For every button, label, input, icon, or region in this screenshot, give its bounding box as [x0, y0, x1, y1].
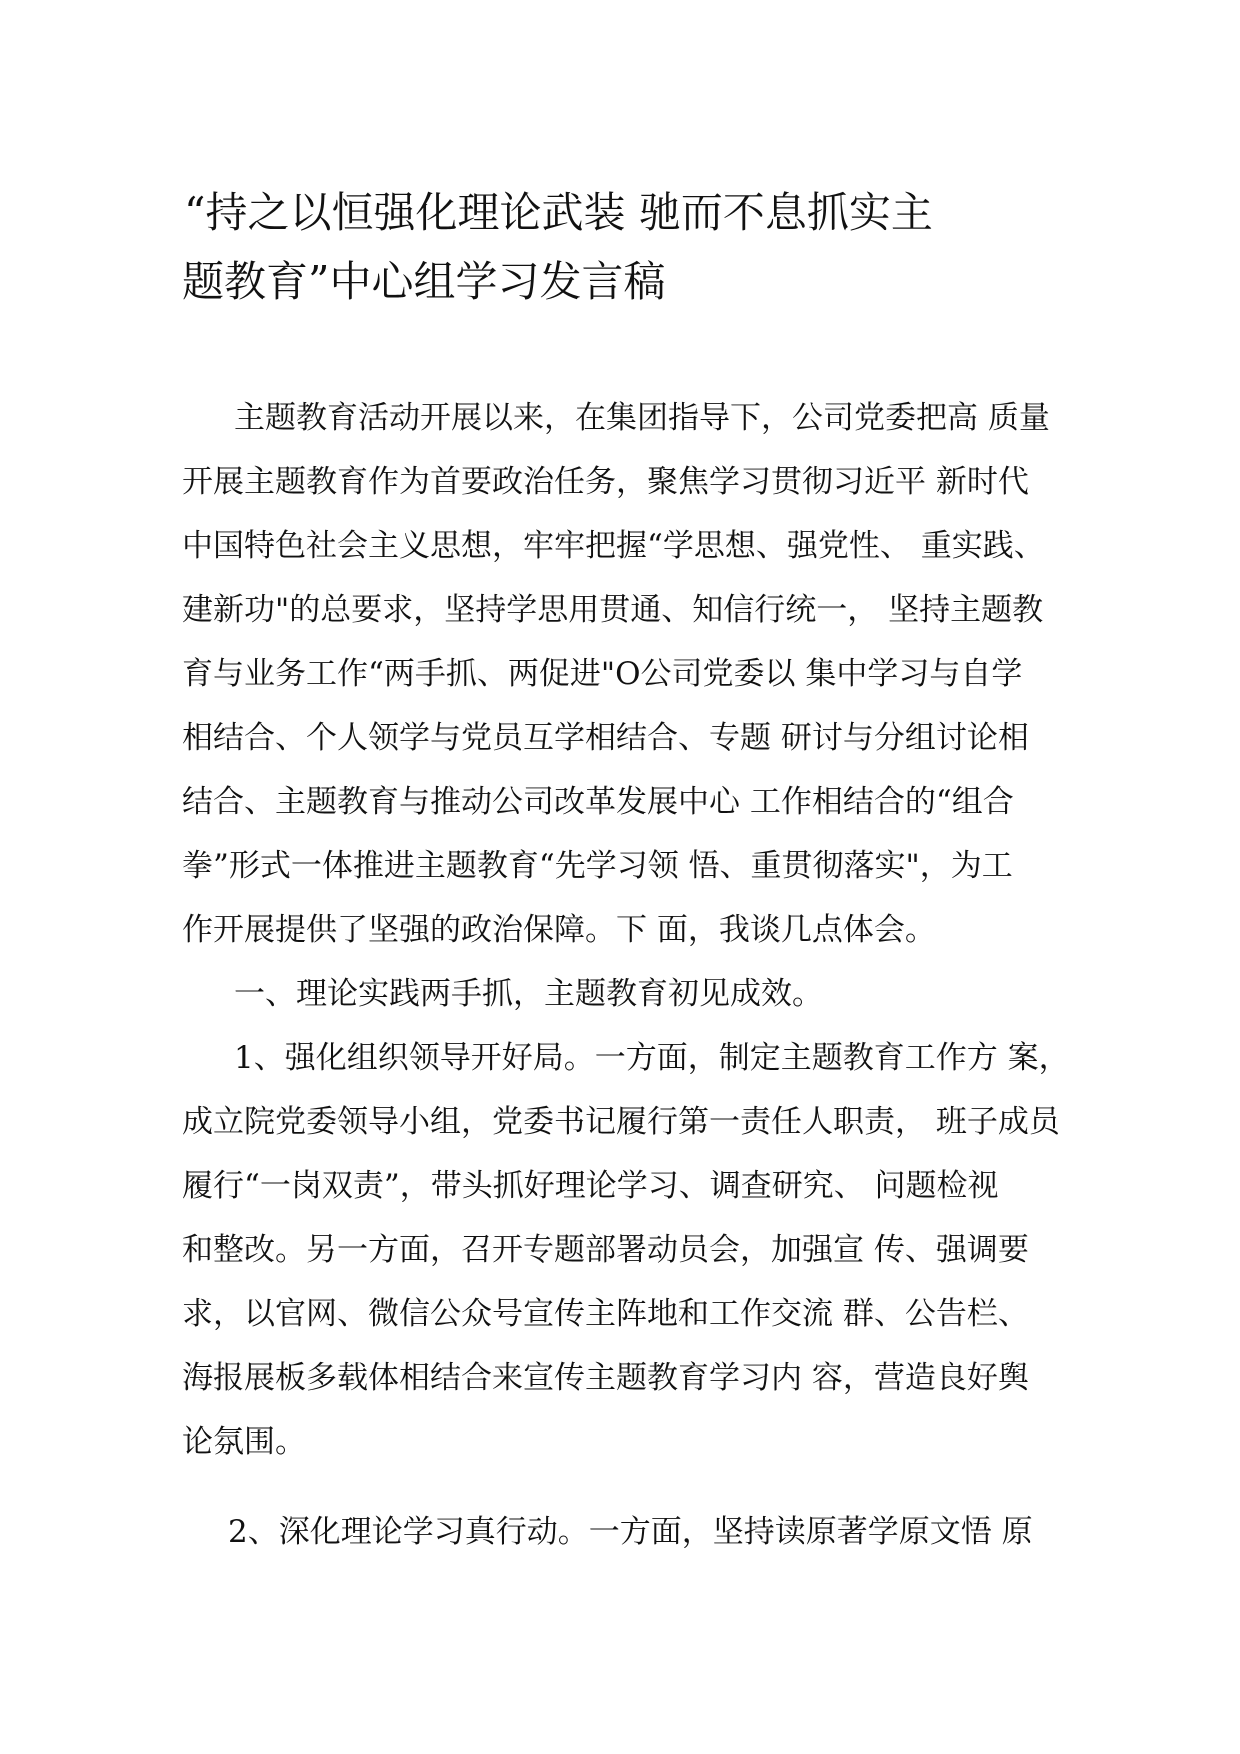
title-line-2: 题教育”中心组学习发言稿: [182, 257, 666, 306]
section-heading: 一、理论实践两手抓，主题教育初见成效。: [234, 976, 823, 1012]
body-line: 求，以官网、微信公众号宣传主阵地和工作交流 群、公告栏、: [182, 1296, 1029, 1332]
document-body: [182, 386, 1082, 1474]
body-line: 拳”形式一体推进主题教育“先学习领 悟、重贯彻落实"，为工: [182, 848, 1013, 884]
body-line: 成立院党委领导小组，党委书记履行第一责任人职责， 班子成员: [182, 1104, 1060, 1140]
document-body-continued: [182, 1500, 1082, 1564]
title-line-1: “持之以恒强化理论武装 驰而不息抓实主: [184, 188, 933, 237]
body-line: 履行“一岗双责”，带头抓好理论学习、调查研究、 问题检视: [182, 1168, 999, 1204]
body-line: 论氛围。: [182, 1424, 306, 1460]
body-line: 海报展板多载体相结合来宣传主题教育学习内 容，营造良好舆: [182, 1360, 1029, 1396]
body-line: 相结合、个人领学与党员互学相结合、专题 研讨与分组讨论相: [182, 720, 1029, 756]
body-line: 育与业务工作“两手抓、两促进"O公司党委以 集中学习与自学: [182, 656, 1023, 692]
document-title: [182, 178, 1082, 316]
body-line: 主题教育活动开展以来，在集团指导下，公司党委把高 质量: [234, 400, 1050, 436]
body-line: 1、强化组织领导开好局。一方面，制定主题教育工作方 案，: [234, 1040, 1070, 1076]
body-line: 开展主题教育作为首要政治任务，聚焦学习贯彻习近平 新时代: [182, 464, 1029, 500]
body-line: 中国特色社会主义思想，牢牢把握“学思想、强党性、 重实践、: [182, 528, 1045, 564]
body-line: 结合、主题教育与推动公司改革发展中心 工作相结合的“组合: [182, 784, 1014, 820]
body-line: 作开展提供了坚强的政治保障。下 面，我谈几点体会。: [182, 912, 936, 948]
body-line: 和整改。另一方面，召开专题部署动员会，加强宣 传、强调要: [182, 1232, 1029, 1268]
body-line: 建新功"的总要求，坚持学思用贯通、知信行统一， 坚持主题教: [182, 592, 1044, 628]
body-line: 2、深化理论学习真行动。一方面，坚持读原著学原文悟 原: [228, 1514, 1033, 1550]
